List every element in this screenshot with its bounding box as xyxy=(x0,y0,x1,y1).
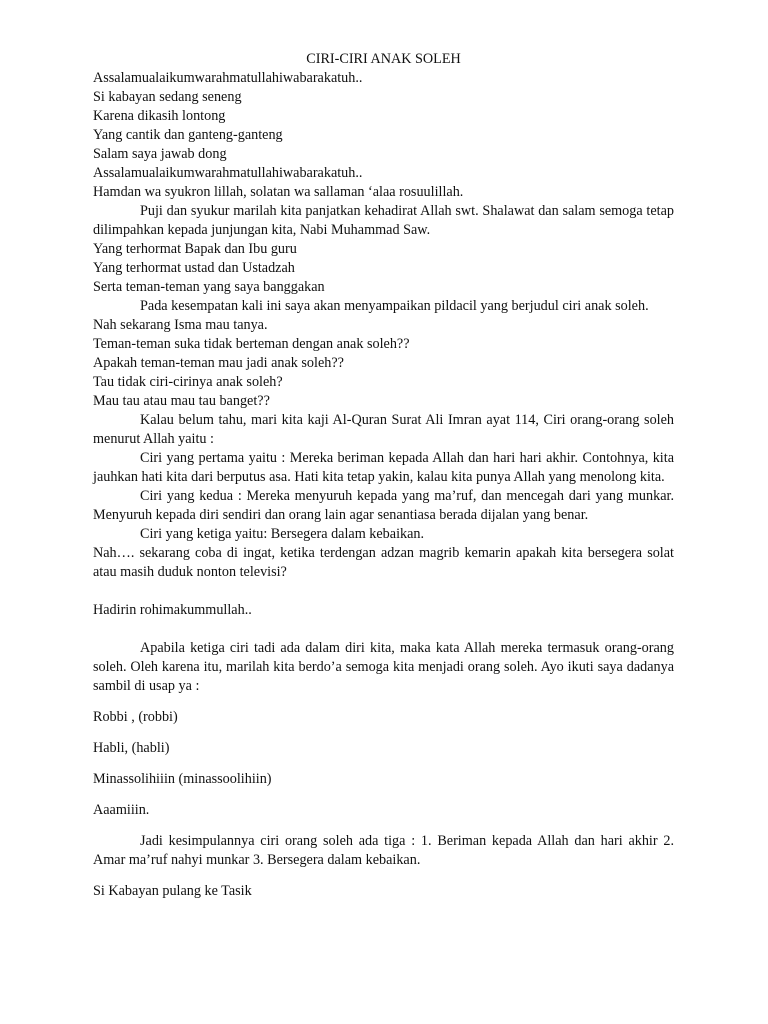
paragraph-ciri-pertama: Ciri yang pertama yaitu : Mereka beriman kepada Allah dan hari hari akhir. Contohnya, kita jauhkan hati kita dari berputus asa. Hati kita tetap yakin, kalau kita punya Allah yang menolong kita. xyxy=(93,450,674,485)
paragraph-nah: Nah…. sekarang coba di ingat, ketika terdengan adzan magrib kemarin apakah kita bersegera solat atau masih duduk nonton televisi? xyxy=(93,545,674,580)
salutation-line: Yang terhormat ustad dan Ustadzah xyxy=(93,260,295,276)
pantun-line: Karena dikasih lontong xyxy=(93,108,226,124)
opening-line: Hamdan wa syukron lillah, solatan wa sallaman ‘alaa rosuulillah. xyxy=(93,184,464,200)
pantun-line: Salam saya jawab dong xyxy=(93,146,227,162)
question-line: Teman-teman suka tidak berteman dengan anak soleh?? xyxy=(93,336,410,352)
pantun-line: Si kabayan sedang seneng xyxy=(93,89,242,105)
question-line: Apakah teman-teman mau jadi anak soleh?? xyxy=(93,355,344,371)
doa-line: Robbi , (robbi) xyxy=(93,709,178,725)
greeting-line: Assalamualaikumwarahmatullahiwabarakatuh.. xyxy=(93,70,363,86)
doa-line: Minassolihiiin (minassoolihiin) xyxy=(93,771,272,787)
salutation-line: Yang terhormat Bapak dan Ibu guru xyxy=(93,241,297,257)
question-line: Nah sekarang Isma mau tanya. xyxy=(93,317,268,333)
paragraph-ciri-ketiga: Ciri yang ketiga yaitu: Bersegera dalam kebaikan. xyxy=(140,526,425,542)
closing-line: Si Kabayan pulang ke Tasik xyxy=(93,883,252,899)
paragraph-surat: Kalau belum tahu, mari kita kaji Al-Quran Surat Ali Imran ayat 114, Ciri orang-orang soleh menurut Allah yaitu : xyxy=(93,412,674,447)
paragraph-praise: Puji dan syukur marilah kita panjatkan kehadirat Allah swt. Shalawat dan salam semoga tetap dilimpahkan kepada junjungan kita, Nabi Muhammad Saw. xyxy=(93,203,674,238)
pantun-line: Yang cantik dan ganteng-ganteng xyxy=(93,127,283,143)
paragraph-summary: Jadi kesimpulannya ciri orang soleh ada tiga : 1. Beriman kepada Allah dan hari akhir 2. Amar ma’ruf nahyi munkar 3. Bersegera dalam kebaikan. xyxy=(93,833,674,868)
doa-line: Aaamiiin. xyxy=(93,802,150,818)
paragraph-ciri-kedua: Ciri yang kedua : Mereka menyuruh kepada yang ma’ruf, dan mencegah dari yang munkar. Menyuruh kepada diri sendiri dan orang lain agar senantiasa berada dijalan yang benar. xyxy=(93,488,674,523)
document-body xyxy=(93,50,674,901)
hadirin-line: Hadirin rohimakummullah.. xyxy=(93,602,252,618)
paragraph-conclusion-intro: Apabila ketiga ciri tadi ada dalam diri kita, maka kata Allah mereka termasuk orang-orang soleh. Oleh karena itu, marilah kita berdo’a semoga kita menjadi orang soleh. Ayo ikuti saya dadanya sambil di usap ya : xyxy=(93,640,674,694)
question-line: Mau tau atau mau tau banget?? xyxy=(93,393,270,409)
document-title: CIRI-CIRI ANAK SOLEH xyxy=(306,51,461,67)
greeting-line: Assalamualaikumwarahmatullahiwabarakatuh.. xyxy=(93,165,363,181)
salutation-line: Serta teman-teman yang saya banggakan xyxy=(93,279,325,295)
doa-line: Habli, (habli) xyxy=(93,740,170,756)
paragraph-intro: Pada kesempatan kali ini saya akan menyampaikan pildacil yang berjudul ciri anak soleh. xyxy=(140,298,649,314)
question-line: Tau tidak ciri-cirinya anak soleh? xyxy=(93,374,283,390)
